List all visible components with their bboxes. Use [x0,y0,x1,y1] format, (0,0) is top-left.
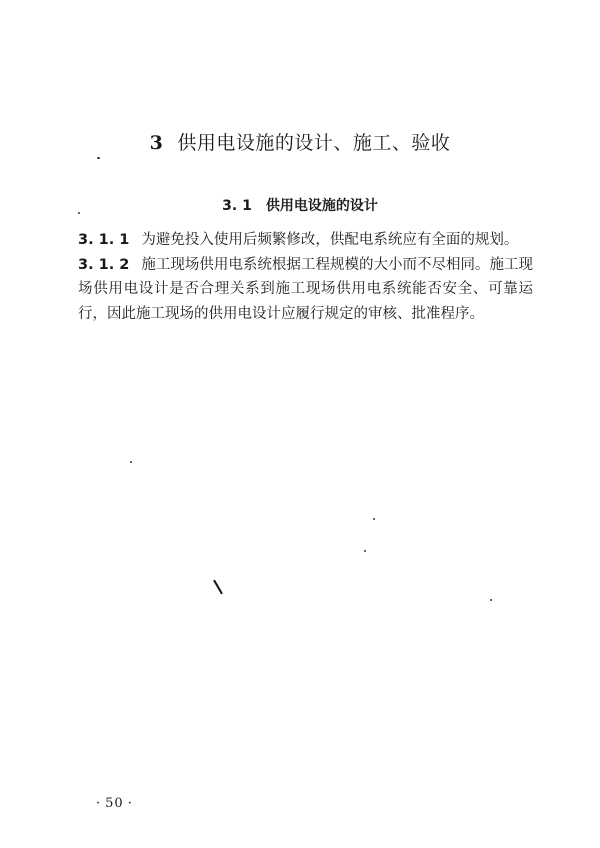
clause-number: 3. 1. 2 [78,256,130,273]
clause-number: 3. 1. 1 [78,232,130,248]
body-text [78,228,533,326]
scan-stroke-mark [213,580,223,595]
scan-speck [373,518,375,520]
page-number-dot-right: · [127,796,133,811]
scan-speck [97,157,100,159]
clause-text: 施工现场供用电系统根据工程规模的大小而不尽相同。施工现场供用电设计是否合理关系到施工现场供用电系统能否安全、可靠运行，因此施工现场的供用电设计应履行规定的审核、批准程序。 [78,256,533,322]
scan-speck [364,550,366,552]
page-number-dot-left: · [96,796,102,811]
clause-text: 为避免投入使用后频繁修改，供配电系统应有全面的规划。 [141,232,519,248]
scan-speck [78,212,80,214]
section-title: 供用电设施的设计 [265,198,378,214]
chapter-number: 3 [149,132,164,154]
chapter-heading [0,128,600,155]
scan-speck [490,599,492,601]
clause-3-1-1 [78,228,533,253]
section-number: 3. 1 [222,198,252,214]
scan-speck [130,461,132,463]
page-number [92,796,137,811]
clause-3-1-2 [78,253,533,327]
section-heading [0,195,600,215]
page-number-value: 50 [105,796,124,811]
chapter-title: 供用电设施的设计、施工、验收 [177,132,451,154]
